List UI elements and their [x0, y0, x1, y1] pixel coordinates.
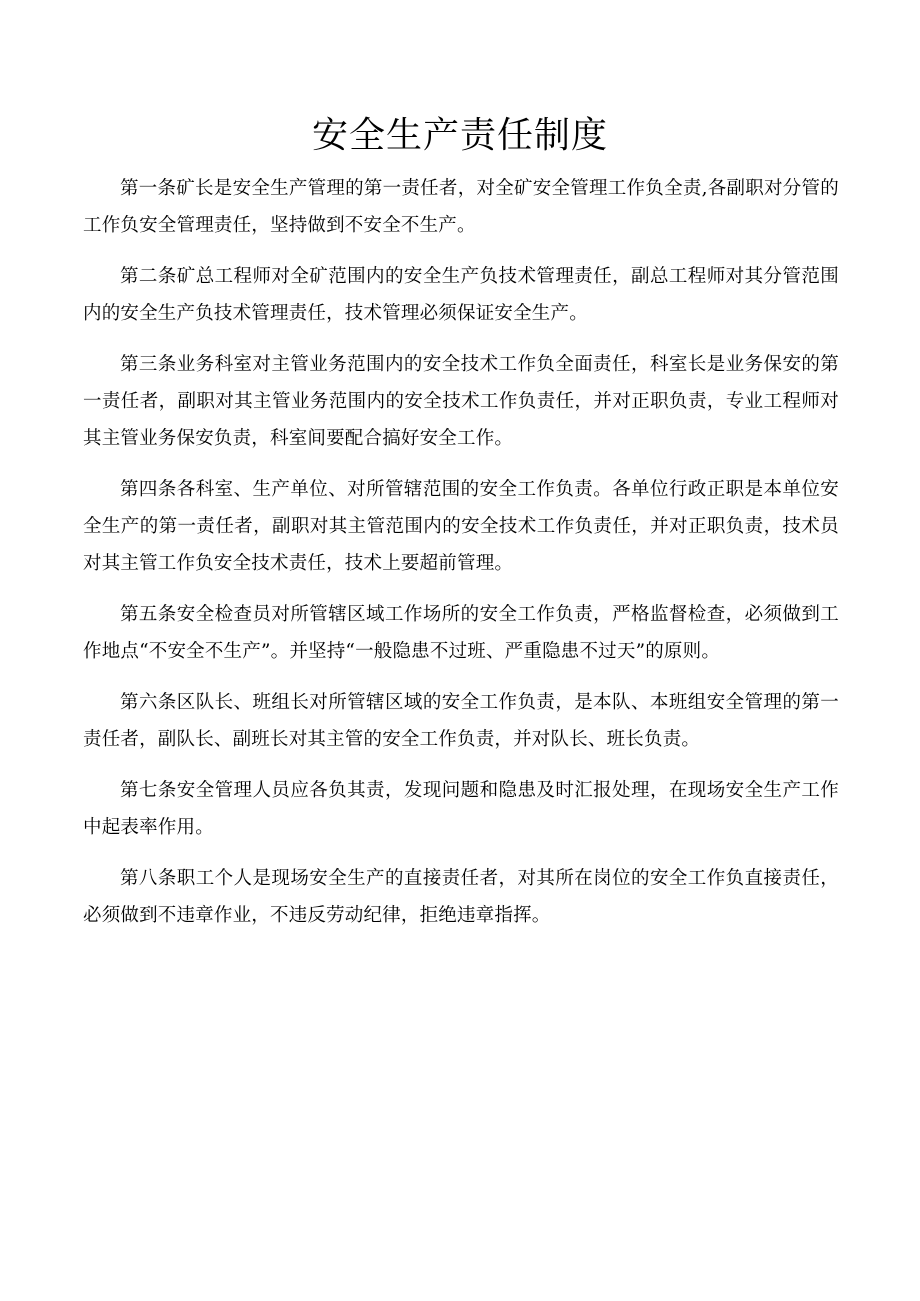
- clause-4: 第四条各科室、生产单位、对所管辖范围的安全工作负责。各单位行政正职是本单位安全生产的第一责任者，副职对其主管范围内的安全技术工作负责任，并对正职负责，技术员对其主管工作负安全技术责任，技术上要超前管理。: [83, 479, 839, 574]
- clause-3: 第三条业务科室对主管业务范围内的安全技术工作负全面责任，科室长是业务保安的第一责任者，副职对其主管业务范围内的安全技术工作负责任，并对正职负责，专业工程师对其主管业务保安负责，科室间要配合搞好安全工作。: [83, 354, 839, 449]
- document-title: 安全生产责任制度: [311, 115, 608, 156]
- clause-5: 第五条安全检查员对所管辖区域工作场所的安全工作负责，严格监督检查，必须做到工作地点“不安全不生产”。并坚持“一般隐患不过班、严重隐患不过天”的原则。: [83, 604, 839, 662]
- document-body: [83, 170, 839, 948]
- clause-1: 第一条矿长是安全生产管理的第一责任者，对全矿安全管理工作负全责,各副职对分管的工作负安全管理责任，坚持做到不安全不生产。: [83, 178, 839, 236]
- clause-6: 第六条区队长、班组长对所管辖区域的安全工作负责，是本队、本班组安全管理的第一责任者，副队长、副班长对其主管的安全工作负责，并对队长、班长负责。: [83, 692, 839, 750]
- clause-7: 第七条安全管理人员应各负其责，发现问题和隐患及时汇报处理，在现场安全生产工作中起表率作用。: [83, 780, 839, 838]
- clause-8: 第八条职工个人是现场安全生产的直接责任者，对其所在岗位的安全工作负直接责任，必须做到不违章作业，不违反劳动纪律，拒绝违章指挥。: [83, 868, 839, 926]
- clause-2: 第二条矿总工程师对全矿范围内的安全生产负技术管理责任，副总工程师对其分管范围内的安全生产负技术管理责任，技术管理必须保证安全生产。: [83, 266, 839, 324]
